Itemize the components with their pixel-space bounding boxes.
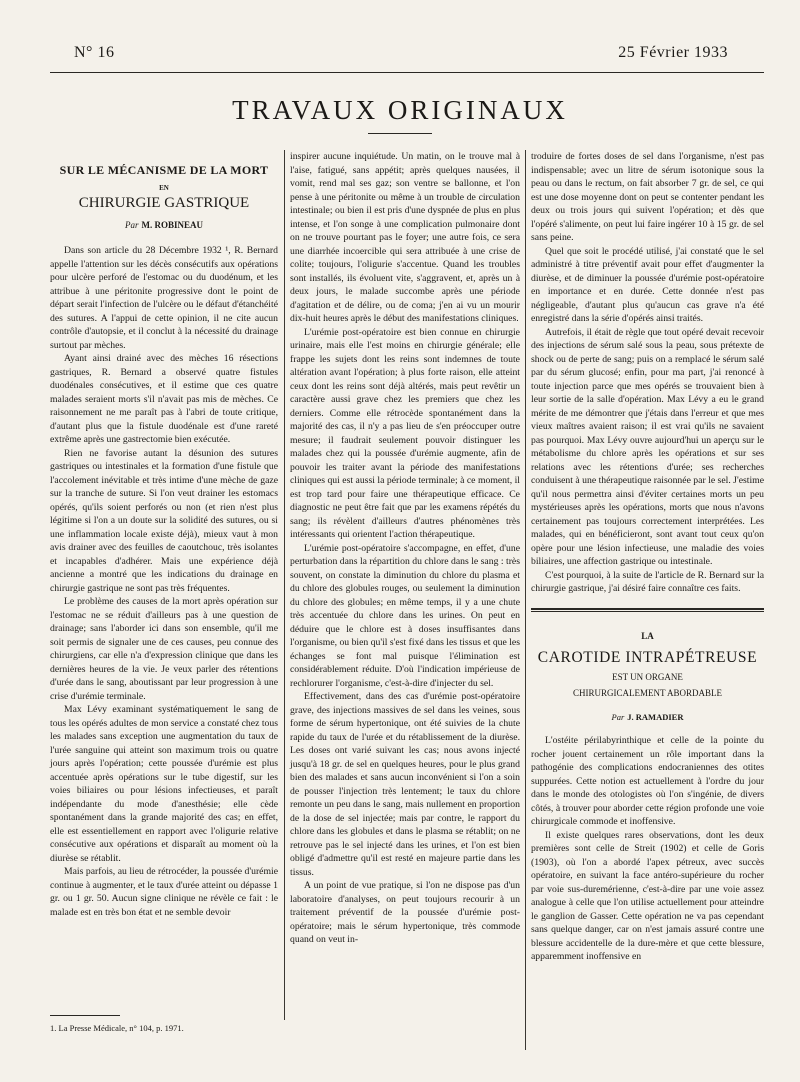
article-separator-thin: [531, 611, 764, 612]
footnote-rule: [50, 1015, 120, 1016]
article1-title-line1: SUR LE MÉCANISME DE LA MORT: [59, 163, 269, 177]
paragraph: Autrefois, il était de règle que tout opéré devait recevoir des injections de sérum salé sous la peau, sous prétexte de shock ou de perte de sang; puis on a remplacé le sérum salé par du sérum glucosé; enfin, pour ma part, j'ai renoncé à toute injection parce que mes opérés se trouvaient bien à leur sortie de la salle d'opération. Max Lévy a eu le grand mérite de me démontrer que j'étais dans l'erreur et que mes vieux maîtres avaient raison; il est vrai qu'ils ne savaient pas pourquoi. Max Lévy ouvre aujourd'hui un aperçu sur le métabolisme du chlore après les opérations et sur ses relations avec les rétentions d'urée; ses recherches conduisent à une thérapeutique raisonnée par le sel. J'estime qu'il nous permettra ainsi d'éviter certaines morts un peu mystérieuses après les opérations, morts que nous n'avons certainement pas toujours correctement interprétées. Les malades, qui en bénéficieront, sont avant tout ceux qu'on opère pour une lésion infectieuse, une maladie des voies biliaires, une affection gastrique ou intestinale.: [531, 326, 764, 567]
footnote: 1. La Presse Médicale, n° 104, p. 1971.: [50, 1023, 184, 1033]
paragraph: Ayant ainsi drainé avec des mèches 16 résections gastriques, R. Bernard a observé quatre fistules duodénales consécutives, et il estime que ces quatre malades seraient morts s'il n'avait pas mis de mèches. Ce raisonnement ne me paraît pas à l'abri de toute critique, d'autant plus que la fistule duodénale est d'une rareté extrême après une gastrectomie bien exécutée.: [50, 353, 278, 445]
paragraph: troduire de fortes doses de sel dans l'organisme, n'est pas indispensable; avec un litre de sérum isotonique sous la peau ou dans le rectum, on fait absorber 7 gr. de sel, ce qui est une dose moyenne dont on peut se contenter pendant les deux ou trois jours qui suivent l'opération; et dès que l'opéré s'alimente, on peut lui faire ingérer 10 à 15 gr. de sel sans peine.: [531, 151, 764, 243]
article1-title-line2: CHIRURGIE GASTRIQUE: [78, 195, 250, 211]
paragraph: Max Lévy examinant systématiquement le sang de tous les opérés adultes de mon service a constaté chez tous les malades sans exception une augmentation du taux de l'urée sanguine qui atteint son maximum trois ou quatre jours après l'opération; cette poussée d'urémie est plus accentuée après opérations sur le tube digestif, sur les voies biliaires ou pour lésions infectieuses, et paraît indépendante du mode d'anesthésie; elle cède spontanément dans la grande majorité des cas; en effet, elle est essentiellement en rapport avec l'oligurie relative consécutive aux opérations et disparaît au moment où la diurèse se rétablit.: [50, 704, 278, 864]
issue-number: N° 16: [74, 44, 115, 61]
article1-title-en: EN: [159, 183, 169, 192]
article-separator: [531, 608, 764, 610]
paragraph: Mais parfois, au lieu de rétrocéder, la poussée d'urémie continue à augmenter, et le taux d'urée atteint ou dépasse 1 gr. ou 1 gr. 50. Aucun signe clinique ne révèle ce fait : le malade est en très bon état et ne semble devoir: [50, 866, 278, 918]
article2-la: LA: [641, 630, 654, 641]
section-title: TRAVAUX ORIGINAUX: [232, 95, 568, 125]
column-divider-1: [284, 150, 285, 1020]
issue-date: 25 Février 1933: [618, 44, 728, 61]
article2-title: CAROTIDE INTRAPÉTREUSE: [537, 649, 758, 666]
article2-subtitle1: EST UN ORGANE: [612, 671, 683, 682]
paragraph: inspirer aucune inquiétude. Un matin, on le trouve mal à l'aise, fatigué, sans appétit; après quelques nausées, il vomit, rend mal ses gaz; son ventre se ballonne, et l'on pense à une péritonite ou même à un trouble de circulation intestinale; ou bien il est pris d'une dyspnée de plus en plus intense, et l'on songe à une complication pulmonaire dont on ne trouve pourtant pas le foyer; une autre fois, ce sera une diarrhée incoercible qui sera attribuée à une crise de colite; toujours, l'oligurie s'accentue. Quand les troubles sont installés, ils évoluent vite, s'aggravent, et, après un à deux jours, le malade succombe après une période d'agitation et de délire, ou de coma; j'en ai vu un mourir dix-huit heures après le début des manifestations cliniques.: [290, 151, 520, 324]
paragraph: C'est pourquoi, à la suite de l'article de R. Bernard sur la chirurgie gastrique, j'ai désiré faire connaître ces faits.: [531, 569, 764, 594]
paragraph: Rien ne favorise autant la désunion des sutures gastriques ou intestinales et la formation d'une fistule que l'accolement inévitable et très intime d'une mèche de gaze sur la tranche de suture. Si l'on veut drainer les estomacs opérés, qu'ils soient perforés ou non (et rien n'est plus légitime si l'on a un doute sur la solidité des sutures, ou si une inflammation locale existe déjà), mieux vaut à mon avis drainer avec des feuilles de caoutchouc, très isolantes et incapables d'adhérer. Mais une expérience déjà ancienne a montré que les indications du drainage en chirurgie gastrique ne sont pas très fréquentes.: [50, 447, 278, 594]
column-2: [290, 150, 520, 947]
column-3: [531, 150, 764, 964]
byline-par: Par: [124, 219, 139, 230]
paragraph: Quel que soit le procédé utilisé, j'ai constaté que le sel administré à titre préventif avait pour effet d'augmenter la diurèse, et de diminuer la poussée d'urémie post-opératoire en importance et en durée. Cette donnée n'est pas négligeable, d'autant plus qu'aucun cas grave n'a été enregistré dans la série d'opérés ainsi traités.: [531, 245, 764, 324]
column-divider-2: [525, 150, 526, 1050]
title-underline: [368, 133, 432, 134]
paragraph: Le problème des causes de la mort après opération sur l'estomac ne se réduit d'ailleurs pas à une question de drainage; sans l'aborder ici dans son ensemble, qu'il me soit permis de signaler une de ces causes, peu connue des chirurgiens, car elle n'a d'expression clinique que dans les dernières heures de la vie. Je veux parler des rétentions d'urée dans le sang, aboutissant par leur progression à une crise d'urémie terminale.: [50, 596, 278, 702]
paragraph: L'urémie post-opératoire est bien connue en chirurgie urinaire, mais elle l'est moins en chirurgie générale; elle frappe les sujets dont les reins sont indemnes de toute altération avant l'opération; à plus forte raison, elle atteint ceux dont les reins sont déjà altérés, mais peut revêtir un caractère aussi grave chez les premiers que chez les derniers. Comme elle rétrocède spontanément dans la majorité des cas, il n'y a pas lieu de s'en préoccuper outre mesure; il faudrait seulement pouvoir distinguer les malades chez qui la poussée d'urémie augmente, afin de pouvoir les traiter avant la période des manifestations cliniques qui est aussi la période terminale; à ce moment, il est trop tard pour faire une thérapeutique efficace. Ce diagnostic ne peut être fait que par les examens répétés du sang; ils révèlent d'ailleurs d'autres phénomènes très intéressants qui orientent l'action thérapeutique.: [290, 326, 520, 540]
paragraph: Il existe quelques rares observations, dont les deux premières sont celle de Streit (1902) et celle de Goris (1903), où l'on a abordé l'apex pétreux, avec succès opératoire, en suivant la face antéro-supérieure du rocher par voie sus-duremérienne, c'est-à-dire par une voie assez analogue à celle que l'on utilise actuellement pour atteindre le ganglion de Gasser. Cette opération ne va pas cependant sans quelque danger, car on n'est jamais assuré contre une blessure accidentelle de la dure-mère et que cette blessure, apparemment inoffensive en: [531, 829, 764, 962]
article1-byline: [50, 219, 278, 233]
column-1: [50, 150, 278, 919]
paragraph: Dans son article du 28 Décembre 1932 ¹, R. Bernard appelle l'attention sur les décès consécutifs aux opérations pour ulcère perforé de l'estomac ou du duodénum, et les attribue à une péritonite progressive dont le point de départ serait l'infection de l'ulcère ou le défaut d'étanchéité des sutures. A l'appui de cette opinion, il ne cite aucun contrôle d'autopsie, et il conclut à la nécessité du drainage surtout par mèches.: [50, 245, 278, 351]
paragraph: A un point de vue pratique, si l'on ne dispose pas d'un laboratoire d'analyses, on peut toujours recourir à un traitement préventif de la poussée d'urémie post-opératoire; mais le sérum hypertonique, très commode quand on veut in-: [290, 880, 520, 945]
article2-author: J. RAMADIER: [627, 711, 684, 722]
article2-subtitle2: CHIRURGICALEMENT ABORDABLE: [572, 688, 723, 698]
byline-par: Par: [611, 711, 625, 722]
paragraph: Effectivement, dans des cas d'urémie post-opératoire grave, des injections massives de sel dans les veines, sous forme de sérum hypertonique, ont été suivies de la chute rapide du taux de l'urée et du rétablissement de la diurèse. Les doses ont varié suivant les cas; nous avons injecté jusqu'à 18 gr. de sel en quelques heures, pour le plus grand bien des malades et sans aucun inconvénient si l'on a soin de pousser l'injection très lentement; le taux du chlore remonte un peu dans le sang, mais nullement en proportion de la dose de sel injectée; mais par contre, le rapport du chlore dans les globules et dans le plasma se rétablit; on ne retrouve pas le sel injecté dans les urines, et l'on est bien obligé d'admettre qu'il est resté en majeure partie dans les tissus.: [290, 691, 520, 878]
article2-byline: [531, 711, 764, 725]
paragraph: L'urémie post-opératoire s'accompagne, en effet, d'une perturbation dans la répartition du chlore dans le sang : très souvent, on constate la diminution du chlore du plasma et du chlore des globules rouges, ou seulement la diminution du chlore des globules; en même temps, il y a une chute très accentuée du chlore dans les urines. On peut en déduire que le chlore est à doses insuffisantes dans l'organisme, ou bien qu'il s'est fixé dans les tissus et que les échanges se font mal puisque l'élimination est considérablement réduite. D'où l'indication impérieuse de rechlorurer l'organisme, c'est-à-dire d'injecter du sel.: [290, 542, 520, 689]
article1-author: M. ROBINEAU: [141, 219, 203, 230]
paragraph: L'ostéite périlabyrinthique et celle de la pointe du rocher jouent certainement un rôle important dans la pathogénie des complications endocraniennes des otites suppurées. Cette notion est actuellement à l'ordre du jour dans le monde des otologistes où l'on s'ingénie, de divers côtés, à trouver pour aborder cette région profonde une voie chirurgicale commode et inoffensive.: [531, 735, 764, 827]
header-rule: [50, 72, 764, 73]
